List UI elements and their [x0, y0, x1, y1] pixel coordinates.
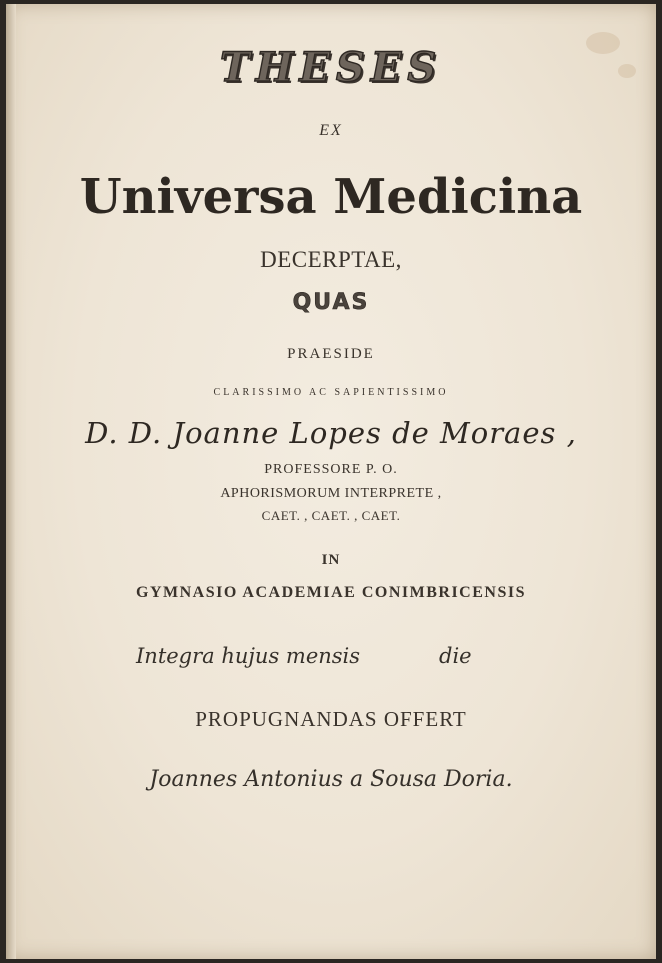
word-quas: QUAS [292, 290, 370, 315]
word-decerptae: DECERPTAE, [260, 247, 402, 272]
document-page [6, 4, 656, 959]
word-die: die [439, 644, 472, 668]
honorific-line: CLARISSIMO AC SAPIENTISSIMO [213, 387, 449, 398]
institution-name: GYMNASIO ACADEMIAE CONIMBRICENSIS [136, 584, 526, 601]
word-ex: EX [319, 122, 343, 139]
president-title-1: PROFESSORE P. O. [264, 462, 398, 477]
president-name: D. D. Joanne Lopes de Moraes , [85, 416, 577, 450]
word-praeside: PRAESIDE [287, 346, 375, 362]
word-in: IN [321, 552, 341, 568]
subject-heading: Universa Medicina [79, 169, 583, 225]
president-title-2: APHORISMORUM INTERPRETE , [220, 486, 442, 501]
date-phrase: Integra hujus mensis [136, 644, 361, 668]
offer-phrase: PROPUGNANDAS OFFERT [195, 707, 467, 731]
page-spine-shadow [6, 4, 16, 959]
author-name: Joannes Antonius a Sousa Doria. [149, 767, 513, 792]
president-title-3: CAET. , CAET. , CAET. [261, 508, 401, 523]
title-theses: THESES [219, 44, 443, 91]
